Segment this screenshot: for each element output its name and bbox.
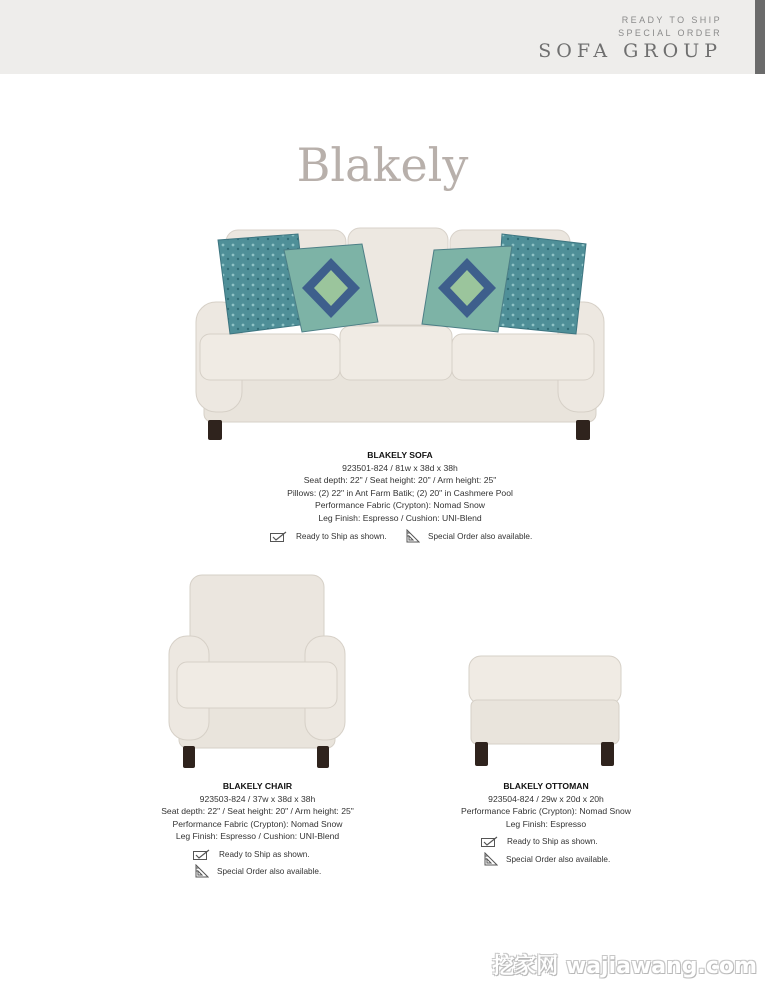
sofa-leg-finish: Leg Finish: Espresso / Cushion: UNI-Blend	[318, 512, 482, 523]
header-special-order: SPECIAL ORDER	[618, 28, 722, 38]
ready-to-ship-icon	[193, 849, 211, 860]
sofa-dimensions: 923501-824 / 81w x 38d x 38h	[342, 462, 458, 473]
ottoman-image	[465, 652, 625, 772]
sofa-spec	[230, 449, 570, 525]
chair-ready-label: Ready to Ship as shown.	[219, 850, 310, 859]
ottoman-name: BLAKELY OTTOMAN	[503, 781, 589, 791]
chair-dimensions: 923503-824 / 37w x 38d x 38h	[199, 793, 316, 804]
ready-to-ship-icon	[481, 836, 499, 847]
sofa-fabric: Performance Fabric (Crypton): Nomad Snow	[314, 500, 486, 511]
sofa-special-label: Special Order also available.	[428, 531, 533, 541]
chair-fabric: Performance Fabric (Crypton): Nomad Snow	[172, 818, 343, 829]
chair-spec	[120, 780, 395, 843]
page-header	[0, 0, 765, 74]
chair-image	[165, 572, 350, 772]
ottoman-special-label: Special Order also available.	[506, 854, 611, 864]
ready-to-ship-icon	[270, 531, 288, 542]
sofa-special-order	[406, 529, 532, 543]
sofa-image	[190, 222, 610, 444]
header-title: SOFA GROUP	[538, 40, 722, 62]
header-accent-bar	[755, 0, 765, 74]
special-order-icon	[406, 529, 420, 543]
pillow-ant-farm-batik-right	[422, 246, 512, 332]
chair-name: BLAKELY CHAIR	[222, 781, 293, 791]
ottoman-spec	[440, 780, 652, 830]
sofa-ready-to-ship	[270, 531, 387, 542]
chair-special-order	[195, 864, 321, 878]
special-order-icon	[195, 864, 209, 878]
ottoman-ready-to-ship	[481, 836, 598, 847]
ottoman-fabric: Performance Fabric (Crypton): Nomad Snow	[460, 806, 632, 817]
ottoman-dimensions: 923504-824 / 29w x 20d x 20h	[488, 793, 604, 804]
chair-seat-info: Seat depth: 22" / Seat height: 20" / Arm height: 25"	[161, 806, 354, 817]
chair-leg-finish: Leg Finish: Espresso / Cushion: UNI-Blend	[175, 831, 340, 842]
sofa-name: BLAKELY SOFA	[367, 450, 433, 460]
ottoman-special-order	[484, 852, 610, 866]
special-order-icon	[484, 852, 498, 866]
header-ready-to-ship: READY TO SHIP	[621, 15, 722, 25]
watermark: 挖家网 wajiawang.com	[492, 954, 757, 979]
sofa-pillows: Pillows: (2) 22" in Ant Farm Batik; (2) 20" in Cashmere Pool	[287, 487, 513, 498]
chair-special-label: Special Order also available.	[217, 866, 322, 876]
sofa-ready-label: Ready to Ship as shown.	[296, 532, 387, 541]
ottoman-ready-label: Ready to Ship as shown.	[507, 837, 598, 846]
sofa-seat-info: Seat depth: 22" / Seat height: 20" / Arm height: 25"	[303, 475, 497, 486]
collection-title: Blakely	[296, 138, 469, 192]
chair-ready-to-ship	[193, 849, 310, 860]
ottoman-leg-finish: Leg Finish: Espresso	[505, 818, 587, 829]
